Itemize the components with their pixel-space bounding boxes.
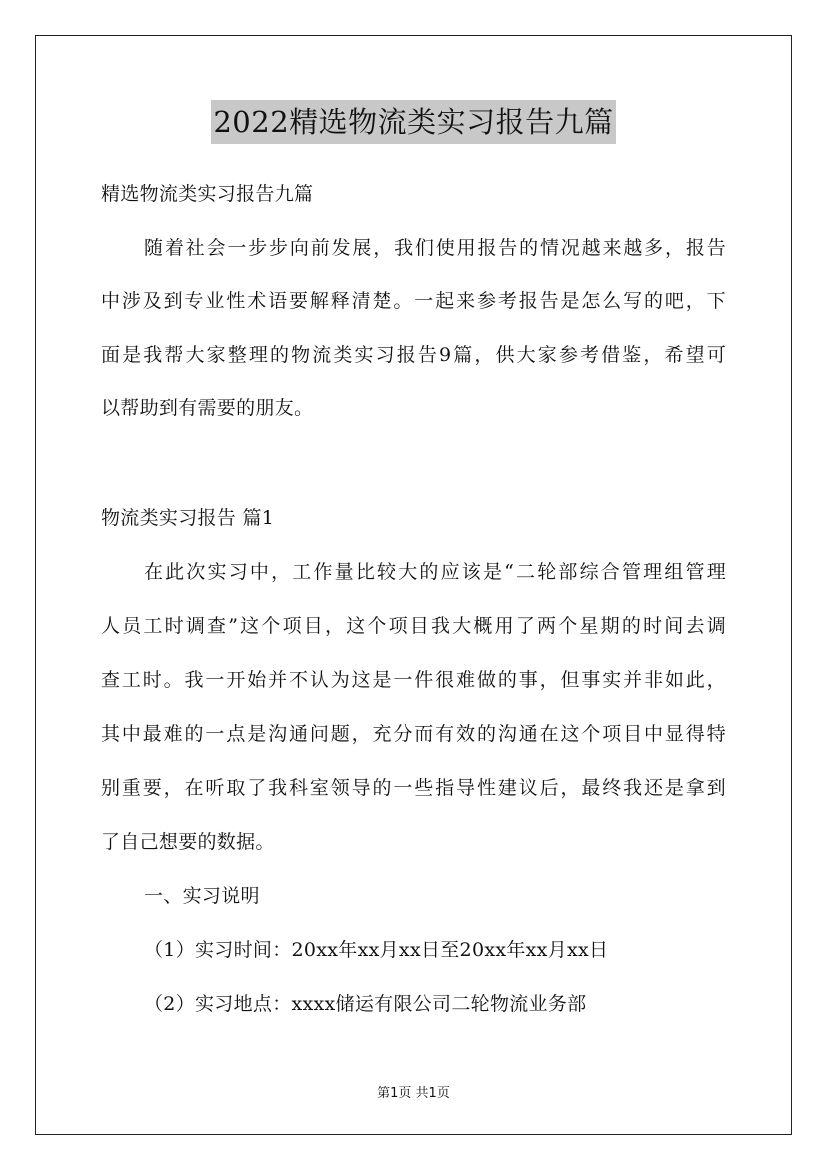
item-line-2: （2）实习地点：xxxx储运有限公司二轮物流业务部 bbox=[144, 993, 587, 1015]
intro-line-1: 随着社会一步步向前发展，我们使用报告的情况越来越多，报告 bbox=[144, 237, 726, 259]
section-line-6: 了自己想要的数据。 bbox=[101, 831, 275, 853]
section-line-3: 查工时。我一开始并不认为这是一件很难做的事，但事实并非如此， bbox=[101, 669, 726, 691]
item-heading: 一、实习说明 bbox=[144, 885, 260, 907]
item-line-1: （1）实习时间：20xx年xx月xx日至20xx年xx月xx日 bbox=[144, 939, 609, 961]
section-line-4: 其中最难的一点是沟通问题，充分而有效的沟通在这个项目中显得特 bbox=[101, 723, 726, 745]
title-container bbox=[0, 100, 827, 144]
section-heading: 物流类实习报告 篇1 bbox=[101, 507, 275, 529]
section-line-2: 人员工时调查”这个项目，这个项目我大概用了两个星期的时间去调 bbox=[101, 615, 726, 637]
section-line-5: 别重要，在听取了我科室领导的一些指导性建议后，最终我还是拿到 bbox=[101, 777, 726, 799]
document-title: 2022精选物流类实习报告九篇 bbox=[211, 100, 615, 144]
intro-line-4: 以帮助到有需要的朋友。 bbox=[101, 397, 314, 419]
intro-line-2: 中涉及到专业性术语要解释清楚。一起来参考报告是怎么写的吧，下 bbox=[101, 290, 726, 312]
page-footer: 第1页 共1页 bbox=[377, 1086, 450, 1101]
intro-line-3: 面是我帮大家整理的物流类实习报告9篇，供大家参考借鉴，希望可 bbox=[101, 344, 726, 366]
document-subtitle: 精选物流类实习报告九篇 bbox=[101, 183, 314, 205]
section-line-1: 在此次实习中，工作量比较大的应该是“二轮部综合管理组管理 bbox=[144, 561, 726, 583]
